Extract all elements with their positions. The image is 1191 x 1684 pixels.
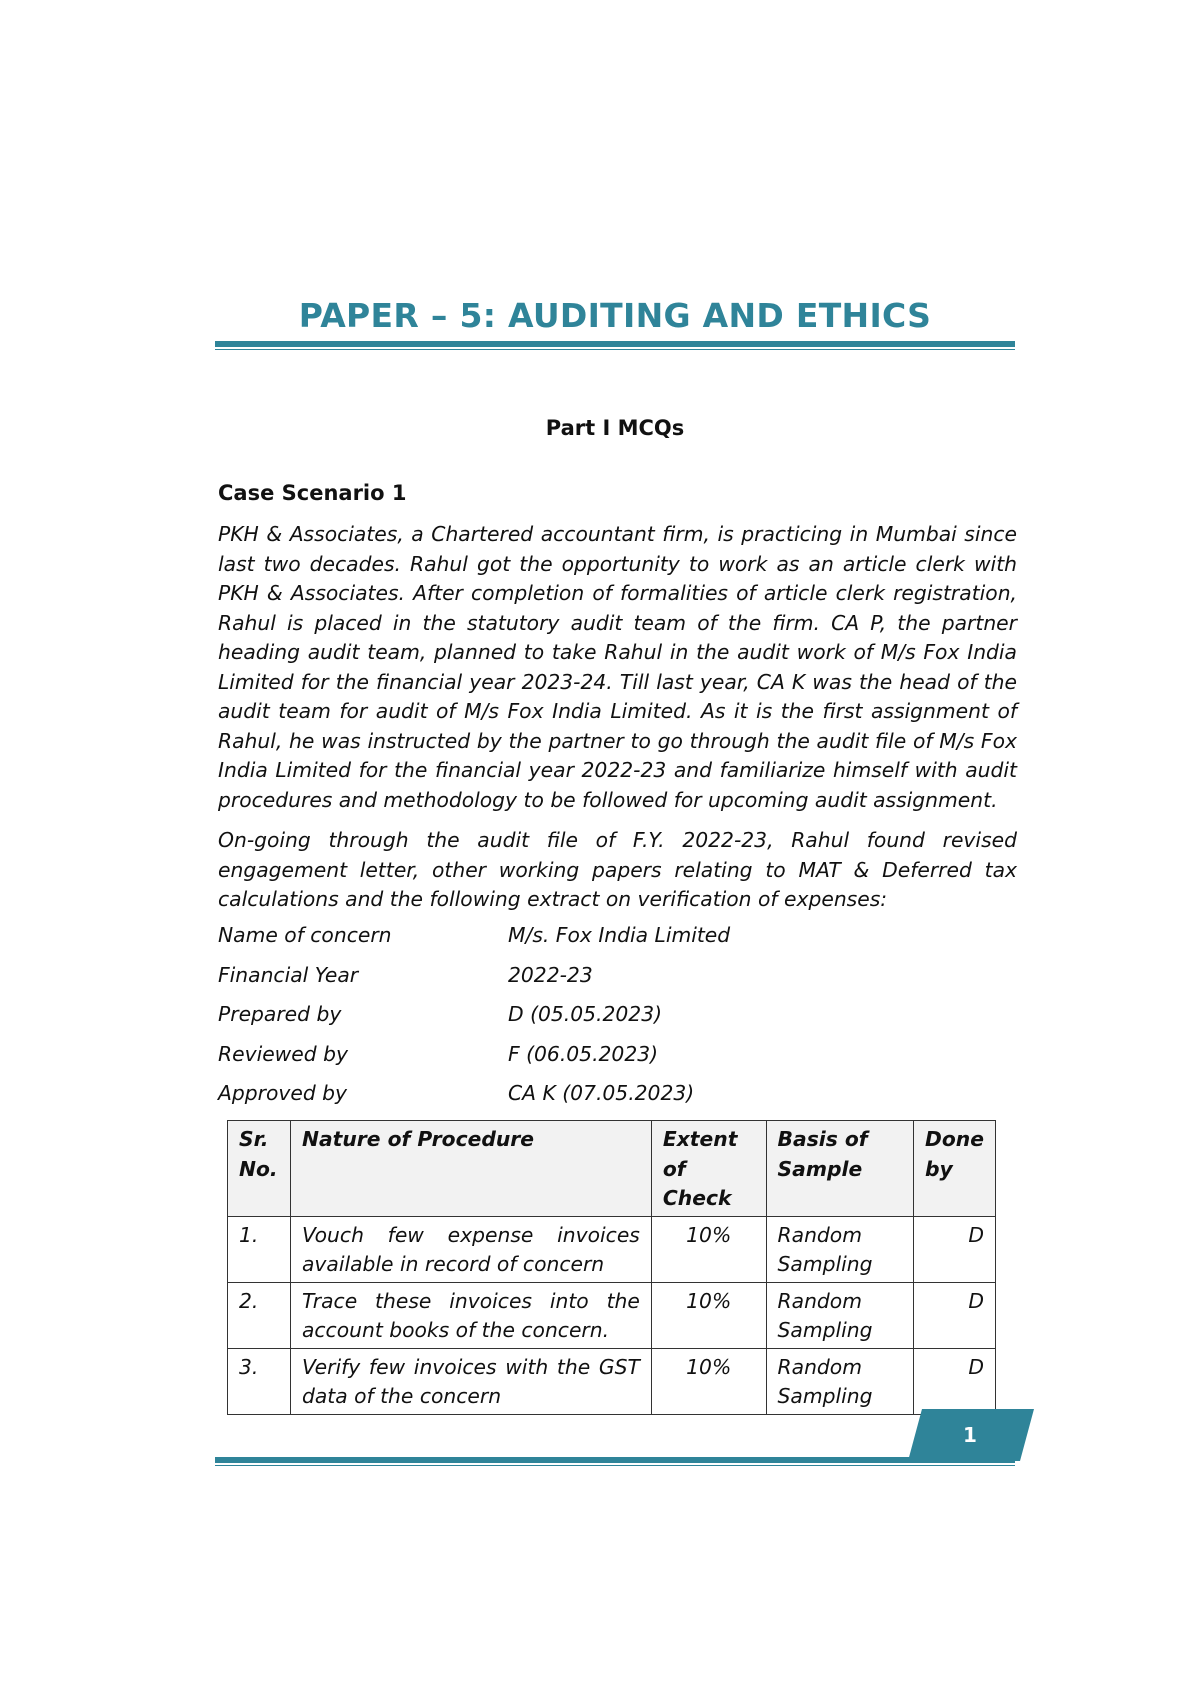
cell-basis: Random Sampling	[766, 1282, 913, 1348]
detail-row	[218, 963, 918, 1003]
page-number: 1	[963, 1423, 977, 1447]
detail-value: D (05.05.2023)	[508, 1002, 663, 1026]
detail-row	[218, 1042, 918, 1082]
working-paper-details	[218, 923, 918, 1121]
cell-nature: Vouch few expense invoices available in record of concern	[290, 1216, 651, 1282]
detail-value: 2022-23	[508, 962, 593, 987]
detail-label: Prepared by	[218, 1002, 342, 1026]
cell-sr-no: 1.	[228, 1216, 291, 1282]
header-done-by: Done by	[914, 1121, 996, 1217]
footer-rule-thin	[215, 1465, 1015, 1466]
cell-done-by: D	[914, 1348, 996, 1414]
detail-label: Approved by	[218, 1081, 348, 1105]
header-extent-of-check: Extent of Check	[651, 1121, 766, 1217]
cell-extent: 10%	[651, 1282, 766, 1348]
cell-nature: Trace these invoices into the account books of the concern.	[290, 1282, 651, 1348]
detail-value: CA K (07.05.2023)	[508, 1081, 695, 1105]
footer-rule-thick	[215, 1457, 1015, 1463]
cell-done-by: D	[914, 1216, 996, 1282]
table-row	[228, 1282, 996, 1348]
detail-row	[218, 1002, 918, 1042]
detail-value: F (06.05.2023)	[508, 1041, 659, 1066]
cell-sr-no: 2.	[228, 1282, 291, 1348]
cell-basis: Random Sampling	[766, 1348, 913, 1414]
cell-basis: Random Sampling	[766, 1216, 913, 1282]
detail-row	[218, 1081, 918, 1121]
table-row	[228, 1348, 996, 1414]
title-underline-thin	[215, 349, 1015, 350]
cell-done-by: D	[914, 1282, 996, 1348]
detail-label: Reviewed by	[218, 1041, 348, 1066]
detail-label: Financial Year	[218, 962, 359, 987]
header-basis-of-sample: Basis of Sample	[766, 1121, 913, 1217]
case-paragraph-2: On-going through the audit file of F.Y. 2022-23, Rahul found revised engagement letter, other working papers relating to MAT & Deferred tax calculations and the following extract on verification of expenses:	[218, 828, 1017, 911]
header-nature-of-procedure: Nature of Procedure	[290, 1121, 651, 1217]
part-heading: Part I MCQs	[545, 416, 685, 440]
detail-label: Name of concern	[218, 923, 392, 947]
case-paragraph-1: PKH & Associates, a Chartered accountant firm, is practicing in Mumbai since last two decades. Rahul got the opportunity to work as an article clerk with PKH & Associates. After completion of formalities of article clerk registration, Rahul is placed in the statutory audit team of the firm. CA P, the partner heading audit team, planned to take Rahul in the audit work of M/s Fox India Limited for the financial year 2023-24. Till last year, CA K was the head of the audit team for audit of M/s Fox India Limited. As it is the first assignment of Rahul, he was instructed by the partner to go through the audit file of M/s Fox India Limited for the financial year 2022-23 and familiarize himself with audit procedures and methodology to be followed for upcoming audit assignment.	[218, 522, 1017, 812]
table-row	[228, 1216, 996, 1282]
detail-value: M/s. Fox India Limited	[508, 923, 731, 947]
cell-extent: 10%	[651, 1216, 766, 1282]
cell-nature: Verify few invoices with the GST data of the concern	[290, 1348, 651, 1414]
title-underline-thick	[215, 341, 1015, 347]
procedure-table	[227, 1120, 996, 1415]
header-sr-no: Sr. No.	[228, 1121, 291, 1217]
cell-sr-no: 3.	[228, 1348, 291, 1414]
case-heading: Case Scenario 1	[218, 481, 407, 505]
page-title: PAPER – 5: AUDITING AND ETHICS	[298, 296, 932, 335]
table-header-row	[228, 1121, 996, 1217]
cell-extent: 10%	[651, 1348, 766, 1414]
detail-row	[218, 923, 918, 963]
